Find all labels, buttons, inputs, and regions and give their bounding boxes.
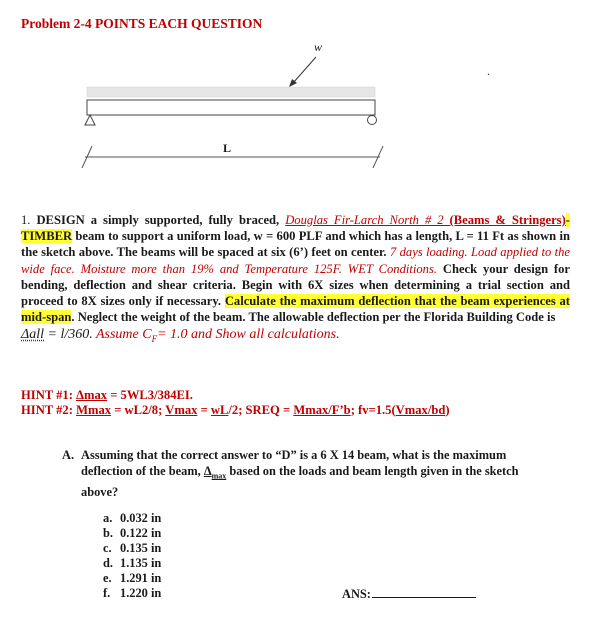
delta-subscript: max xyxy=(211,471,227,481)
option-value: 0.135 in xyxy=(120,541,162,555)
option-value: 0.122 in xyxy=(120,526,162,540)
beams-stringers-link[interactable]: (Beams & Stringers) xyxy=(449,213,566,227)
span-label: L xyxy=(223,141,232,155)
species-link[interactable]: Douglas Fir-Larch North # 2 xyxy=(285,213,450,227)
option-e[interactable] xyxy=(103,571,161,586)
pin-support xyxy=(85,115,95,125)
hint-2-part: ) xyxy=(445,403,450,417)
problem-text-2: beam to support a uniform load, w = 600 PLF and which has a length, L = 11 Ft as shown in the sketch above. The beams will be spaced at six (6’) feet on center. xyxy=(21,229,570,260)
option-value: 1.291 in xyxy=(120,571,162,585)
question-a xyxy=(62,447,542,500)
answer-blank[interactable] xyxy=(372,586,476,598)
option-letter: b. xyxy=(103,526,113,540)
stray-dot: . xyxy=(487,64,490,78)
allowable-value: = l/360. xyxy=(44,327,96,343)
deflection-highlight: Calculate the maximum deflection that the beam experiences at mid-span xyxy=(21,294,570,325)
hint-2-part: /2; SREQ = xyxy=(228,403,294,417)
hint-2-vmax-bd: Vmax/bd xyxy=(395,403,446,417)
hint-1-formula: = 5WL3/384EI. xyxy=(107,388,193,402)
question-a-text-1: Assuming that the correct answer to “D” is a 6 X 14 beam, what is the maximum deflection of the beam, xyxy=(81,448,507,478)
beam-sketch xyxy=(75,40,495,180)
allowable-symbol: Δall xyxy=(21,327,44,343)
assume-text: Assume C xyxy=(95,327,152,343)
option-letter: c. xyxy=(103,541,112,555)
option-letter: d. xyxy=(103,556,113,570)
hint-1-term: Δmax xyxy=(76,388,108,402)
load-label: w xyxy=(314,40,323,54)
timber-highlight: - TIMBER xyxy=(21,213,570,244)
load-arrow xyxy=(293,57,316,83)
delta-symbol: Δ xyxy=(203,464,212,478)
question-a-label: A. xyxy=(62,448,75,462)
hint-2-wl: wL xyxy=(210,403,229,417)
hint-2-part: ; fv=1.5( xyxy=(350,403,396,417)
problem-number: 1. xyxy=(21,213,31,227)
hint-2-mmax: Mmax xyxy=(76,403,112,417)
roller-support xyxy=(368,116,377,125)
option-b[interactable] xyxy=(103,526,161,541)
hint-2-part: = xyxy=(197,403,211,417)
option-d[interactable] xyxy=(103,556,161,571)
option-value: 0.032 in xyxy=(120,511,162,525)
hint-2-part: = wL2/8; xyxy=(111,403,166,417)
problem-title: Problem 2-4 POINTS EACH QUESTION xyxy=(21,16,263,31)
option-f[interactable] xyxy=(103,586,161,601)
problem-text-3: Check your design for bending, deflection and shear criteria. Begin with 6X sizes when determining a trial section and proceed to 8X sizes only if necessary. xyxy=(21,261,570,309)
answer-area xyxy=(342,586,476,602)
option-value: 1.135 in xyxy=(120,556,162,570)
hint-2 xyxy=(21,403,450,418)
option-letter: f. xyxy=(103,586,111,600)
beam-body xyxy=(87,100,375,115)
question-a-text xyxy=(81,447,542,500)
option-letter: a. xyxy=(103,511,113,525)
option-a[interactable] xyxy=(103,511,161,526)
answer-options xyxy=(103,511,161,601)
uniform-load-band xyxy=(87,87,375,97)
hint-1 xyxy=(21,388,193,403)
hint-2-mmax-fb: Mmax/F’b xyxy=(293,403,351,417)
assume-subscript: F xyxy=(151,334,158,345)
option-letter: e. xyxy=(103,571,112,585)
assume-rest: = 1.0 and Show all calculations. xyxy=(157,327,340,343)
hint-2-vmax: Vmax xyxy=(165,403,198,417)
option-value: 1.220 in xyxy=(120,586,162,600)
hint-2-label: HINT #2: xyxy=(21,403,77,417)
question-a-text-2: based on the loads and beam length given in the sketch above? xyxy=(81,464,519,500)
answer-label: ANS: xyxy=(342,587,371,601)
problem-text-1: DESIGN a simply supported, fully braced, xyxy=(30,213,286,227)
problem-statement xyxy=(21,212,570,347)
loading-conditions: 7 days loading. Load applied to the wide face. Moisture more than 19% and Temperature 125F. WET Conditions. xyxy=(21,245,570,276)
problem-text-4: . Neglect the weight of the beam. The allowable deflection per the Florida Building Code is xyxy=(71,310,556,325)
option-c[interactable] xyxy=(103,541,161,556)
hint-1-label: HINT #1: xyxy=(21,388,77,402)
